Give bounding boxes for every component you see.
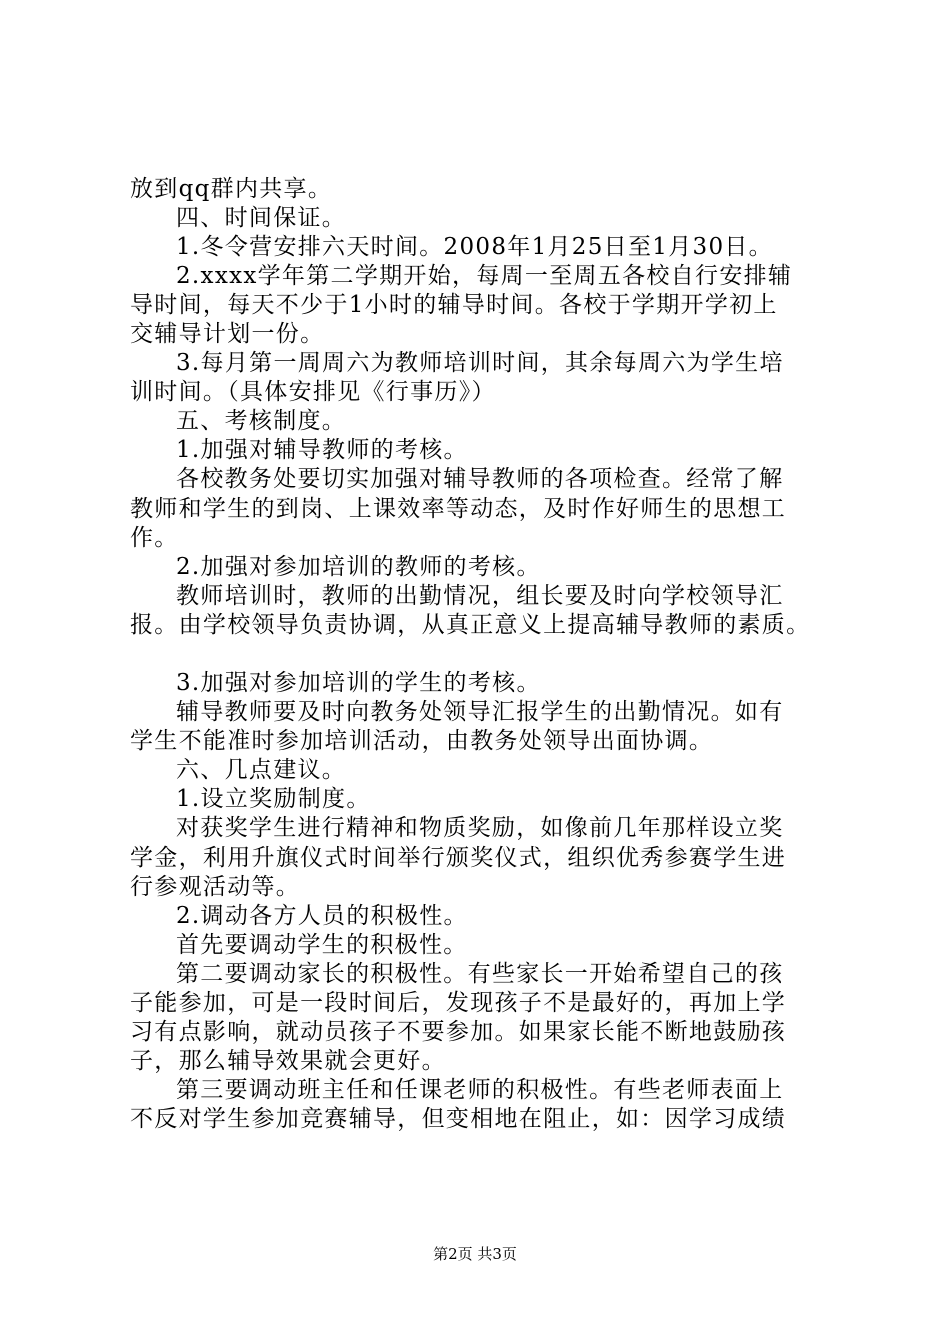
text-line: 导时间，每天不少于1小时的辅导时间。各校于学期开学初上	[130, 292, 778, 318]
text-line: 1.设立奖励制度。	[176, 786, 371, 812]
text-line: 行参观活动等。	[130, 874, 301, 900]
text-line: 习有点影响，就动员孩子不要参加。如果家长能不断地鼓励孩	[130, 1019, 787, 1045]
text-line: 训时间。（具体安排见《行事历》）	[130, 379, 496, 405]
text-line: 学金，利用升旗仪式时间举行颁奖仪式，组织优秀参赛学生进	[130, 845, 787, 871]
text-line: 2.调动各方人员的积极性。	[176, 903, 468, 929]
text-line: 学生不能准时参加培训活动，由教务处领导出面协调。	[130, 728, 714, 754]
text-line: 对获奖学生进行精神和物质奖励，如像前几年那样设立奖	[176, 815, 784, 841]
text-line: 教师和学生的到岗、上课效率等动态，及时作好师生的思想工	[130, 496, 787, 522]
text-line: 辅导教师要及时向教务处领导汇报学生的出勤情况。如有	[176, 699, 784, 725]
text-line: 教师培训时，教师的出勤情况，组长要及时向学校领导汇	[176, 583, 784, 609]
text-line: 2.xxxx学年第二学期开始，每周一至周五各校自行安排辅	[176, 263, 793, 289]
text-line: 第三要调动班主任和任课老师的积极性。有些老师表面上	[176, 1077, 784, 1103]
text-line: 不反对学生参加竞赛辅导，但变相地在阻止，如：因学习成绩	[130, 1106, 787, 1132]
text-line: 交辅导计划一份。	[130, 321, 325, 347]
text-line: 3.加强对参加培训的学生的考核。	[176, 670, 541, 696]
text-line: 3.每月第一周周六为教师培训时间，其余每周六为学生培	[176, 350, 784, 376]
text-line: 子，那么辅导效果就会更好。	[130, 1048, 446, 1074]
section-heading: 五、考核制度。	[176, 408, 347, 434]
text-line: 放到qq群内共享。	[130, 176, 333, 202]
text-line: 1.加强对辅导教师的考核。	[176, 437, 468, 463]
text-line: 作。	[130, 525, 179, 551]
section-heading: 四、时间保证。	[176, 205, 347, 231]
page-footer: 第2页 共3页	[433, 1245, 517, 1263]
text-line: 第二要调动家长的积极性。有些家长一开始希望自己的孩	[176, 961, 784, 987]
text-line: 报。由学校领导负责协调，从真正意义上提高辅导教师的素质。	[130, 612, 811, 638]
section-heading: 六、几点建议。	[176, 757, 347, 783]
text-line: 各校教务处要切实加强对辅导教师的各项检查。经常了解	[176, 466, 784, 492]
text-line: 子能参加，可是一段时间后，发现孩子不是最好的，再加上学	[130, 990, 787, 1016]
text-line: 2.加强对参加培训的教师的考核。	[176, 554, 541, 580]
text-line: 首先要调动学生的积极性。	[176, 932, 468, 958]
text-line: 1.冬令营安排六天时间。2008年1月25日至1月30日。	[176, 234, 773, 260]
